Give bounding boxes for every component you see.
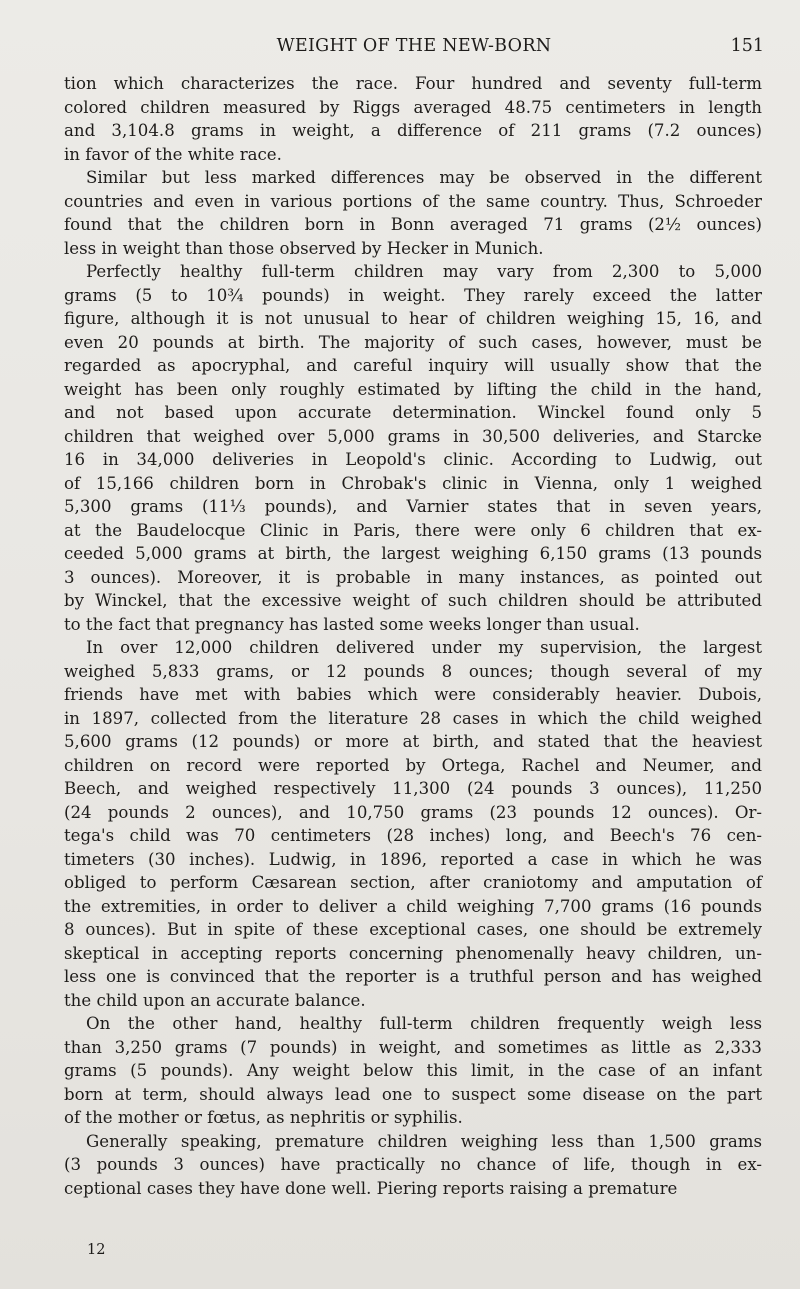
text-line: the extremities, in order to deliver a child weighing 7,700 grams (16 pounds <box>64 896 762 916</box>
text-line: children that weighed over 5,000 grams in 30,500 deliveries, and Starcke <box>64 426 762 446</box>
text-line: of 15,166 children born in Chrobak's clinic in Vienna, only 1 weighed <box>64 473 762 493</box>
text-line: skeptical in accepting reports concerning phenomenally heavy children, un- <box>64 943 762 963</box>
text-line: weight has been only roughly estimated by lifting the child in the hand, <box>64 379 762 399</box>
text-line: 5,300 grams (11⅓ pounds), and Varnier states that in seven years, <box>64 497 762 516</box>
text-line: On the other hand, healthy full-term children frequently weigh less <box>86 1014 762 1033</box>
text-line: and 3,104.8 grams in weight, a difference of 211 grams (7.2 ounces) <box>64 121 762 140</box>
text-line: 8 ounces). But in spite of these exceptional cases, one should be extremely <box>64 920 762 939</box>
paragraph <box>64 166 762 260</box>
text-line: regarded as apocryphal, and careful inquiry will usually show that the <box>64 356 762 375</box>
text-line: born at term, should always lead one to suspect some disease on the part <box>64 1084 762 1104</box>
text-line: grams (5 to 10¾ pounds) in weight. They rarely exceed the latter <box>64 285 762 305</box>
text-line: even 20 pounds at birth. The majority of such cases, however, must be <box>64 332 762 352</box>
text-line: Generally speaking, premature children weighing less than 1,500 grams <box>86 1131 762 1151</box>
text-line: in 1897, collected from the literature 28 cases in which the child weighed <box>64 708 762 728</box>
paragraph <box>64 72 762 166</box>
text-line: Similar but less marked differences may be observed in the different <box>86 168 762 187</box>
text-line: Perfectly healthy full-term children may vary from 2,300 to 5,000 <box>86 262 762 281</box>
text-line: countries and even in various portions of the same country. Thus, Schroeder <box>64 191 762 211</box>
text-line: (24 pounds 2 ounces), and 10,750 grams (23 pounds 12 ounces). Or- <box>64 802 762 822</box>
paragraph <box>64 260 762 636</box>
text-line: of the mother or fœtus, as nephritis or syphilis. <box>64 1108 463 1127</box>
text-line: 16 in 34,000 deliveries in Leopold's clinic. According to Ludwig, out <box>64 450 762 469</box>
text-line: tega's child was 70 centimeters (28 inches) long, and Beech's 76 cen- <box>64 826 762 845</box>
text-line: figure, although it is not unusual to hear of children weighing 15, 16, and <box>64 309 762 328</box>
text-line: tion which characterizes the race. Four hundred and seventy full-term <box>64 74 762 93</box>
page-header <box>64 36 764 62</box>
text-line: (3 pounds 3 ounces) have practically no chance of life, though in ex- <box>64 1155 762 1174</box>
text-line: ceeded 5,000 grams at birth, the largest weighing 6,150 grams (13 pounds <box>64 544 762 563</box>
text-line: found that the children born in Bonn averaged 71 grams (2½ ounces) <box>64 215 762 234</box>
body-text <box>64 72 762 1200</box>
text-line: 3 ounces). Moreover, it is probable in many instances, as pointed out <box>64 567 762 587</box>
text-line: to the fact that pregnancy has lasted some weeks longer than usual. <box>64 614 640 634</box>
text-line: in favor of the white race. <box>64 144 282 164</box>
text-line: less one is convinced that the reporter is a truthful person and has weighed <box>64 967 762 986</box>
text-line: Beech, and weighed respectively 11,300 (24 pounds 3 ounces), 11,250 <box>64 779 762 798</box>
signature-mark: 12 <box>87 1242 106 1258</box>
paragraph <box>64 1130 762 1201</box>
paragraph <box>64 1012 762 1130</box>
text-line: children on record were reported by Ortega, Rachel and Neumer, and <box>64 755 762 775</box>
text-line: weighed 5,833 grams, or 12 pounds 8 ounces; though several of my <box>64 661 762 681</box>
text-line: timeters (30 inches). Ludwig, in 1896, reported a case in which he was <box>64 849 762 869</box>
text-line: In over 12,000 children delivered under my supervision, the largest <box>86 638 762 657</box>
text-line: by Winckel, that the excessive weight of such children should be attributed <box>64 591 762 610</box>
text-line: 5,600 grams (12 pounds) or more at birth, and stated that the heaviest <box>64 732 762 751</box>
text-line: colored children measured by Riggs averaged 48.75 centimeters in length <box>64 97 762 117</box>
text-line: grams (5 pounds). Any weight below this limit, in the case of an infant <box>64 1061 762 1080</box>
text-line: than 3,250 grams (7 pounds) in weight, and sometimes as little as 2,333 <box>64 1037 762 1057</box>
running-title: WEIGHT OF THE NEW-BORN <box>276 36 552 56</box>
text-line: obliged to perform Cæsarean section, after craniotomy and amputation of <box>64 873 762 892</box>
paragraph <box>64 636 762 1012</box>
text-line: and not based upon accurate determination. Winckel found only 5 <box>64 403 762 422</box>
page-number: 151 <box>730 36 764 56</box>
text-line: ceptional cases they have done well. Piering reports raising a premature <box>64 1178 678 1198</box>
text-line: friends have met with babies which were considerably heavier. Dubois, <box>64 685 762 704</box>
text-line: less in weight than those observed by Hecker in Munich. <box>64 238 544 258</box>
text-line: at the Baudelocque Clinic in Paris, there were only 6 children that ex- <box>64 520 762 540</box>
text-line: the child upon an accurate balance. <box>64 990 366 1010</box>
